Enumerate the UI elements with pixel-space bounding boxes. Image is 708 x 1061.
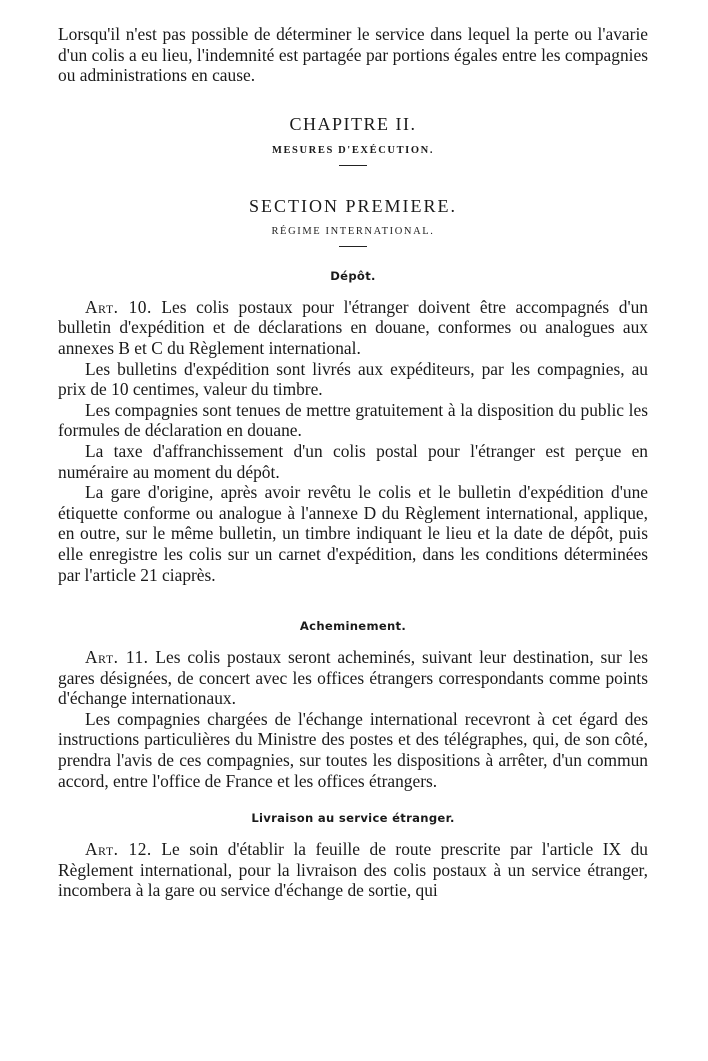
livraison-heading: Livraison au service étranger. xyxy=(251,811,455,826)
article-11-paragraph xyxy=(58,647,648,709)
section-title: SECTION PREMIERE. xyxy=(248,195,457,216)
article-12-label: Art. 12. xyxy=(85,839,152,860)
depot-paragraph: La gare d'origine, après avoir revêtu le colis et le bulletin d'expédition d'une étiquette conforme ou analogue à l'annexe D du Règlement international, applique, en outre, sur le même bulletin, un timbre indiquant le lieu et la date de dépôt, puis elle enregistre les colis sur un carnet d'expédition, dans les conditions déterminées par l'article 21 ciaprès. xyxy=(58,482,648,585)
chapter-subtitle: MESURES D'EXÉCUTION. xyxy=(271,144,435,156)
depot-paragraph: Les compagnies sont tenues de mettre gratuitement à la disposition du public les formules de déclaration en douane. xyxy=(58,399,648,441)
depot-paragraph: La taxe d'affranchissement d'un colis postal pour l'étranger est perçue en numéraire au moment du dépôt. xyxy=(58,440,648,482)
depot-paragraph: Les bulletins d'expédition sont livrés aux expéditeurs, par les compagnies, au prix de 10 centimes, valeur du timbre. xyxy=(58,358,648,400)
chapter-title: CHAPITRE II. xyxy=(289,113,417,134)
article-10-text: Les colis postaux pour l'étranger doivent être accompagnés d'un bulletin d'expédition et de déclarations en douane, conformes ou analogues aux annexes B et C du Règlement international. xyxy=(58,296,648,358)
depot-heading: Dépôt. xyxy=(330,268,376,283)
article-10-label: Art. 10. xyxy=(85,296,152,317)
acheminement-heading: Acheminement. xyxy=(299,619,407,634)
article-10-paragraph xyxy=(58,297,648,359)
article-11-text: Les colis postaux seront acheminés, suivant leur destination, sur les gares désignées, de concert avec les offices étrangers correspondants comme points d'échange internationaux. xyxy=(58,647,648,709)
acheminement-paragraph: Les compagnies chargées de l'échange international recevront à cet égard des instructions particulières du Ministre des postes et des télégraphes, qui, de son côté, prendra l'avis de ces compagnies, sur toutes les dispositions à arrêter, d'un commun accord, entre l'office de France et les offices étrangers. xyxy=(58,708,648,791)
article-12-text: Le soin d'établir la feuille de route prescrite par l'article IX du Règlement international, pour la livraison des colis postaux à un service étranger, incombera à la gare ou service d'échange de sortie, qui xyxy=(58,839,648,901)
document-page xyxy=(58,24,648,901)
section-subtitle: RÉGIME INTERNATIONAL. xyxy=(271,225,435,237)
article-11-label: Art. 11. xyxy=(85,647,149,668)
intro-paragraph: Lorsqu'il n'est pas possible de déterminer le service dans lequel la perte ou l'avarie d'un colis a eu lieu, l'indemnité est partagée par portions égales entre les compagnies ou administrations en cause. xyxy=(58,24,648,86)
article-12-paragraph xyxy=(58,839,648,901)
